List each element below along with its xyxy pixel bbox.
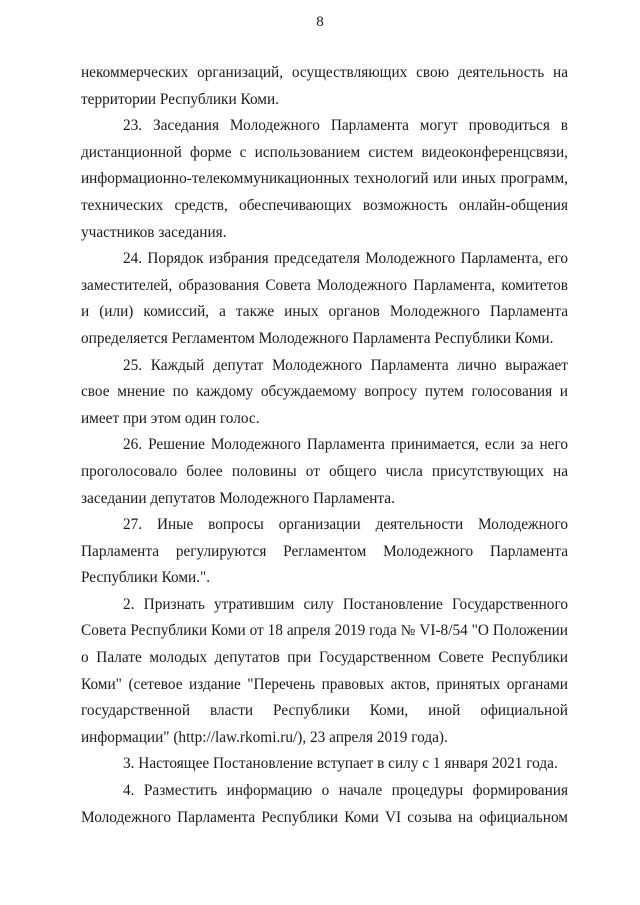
paragraph-26: 26. Решение Молодежного Парламента принимается, если за него проголосовало более половины от общего числа присутствующих на заседании депутатов Молодежного Парламента.: [81, 436, 568, 507]
paragraph-27: 27. Иные вопросы организации деятельности Молодежного Парламента регулируются Регламентом Молодежного Парламента Республики Коми.".: [81, 516, 568, 587]
document-body: [81, 60, 568, 831]
paragraph-4: 4. Разместить информацию о начале процедуры формирования Молодежного Парламента Республики Коми VI созыва на официальном: [81, 782, 568, 826]
paragraph-continuation: некоммерческих организаций, осуществляющих свою деятельность на территории Республики Коми.: [81, 64, 568, 108]
paragraph-25: 25. Каждый депутат Молодежного Парламента лично выражает свое мнение по каждому обсуждаемому вопросу путем голосования и имеет при этом один голос.: [81, 356, 568, 427]
paragraph-23: 23. Заседания Молодежного Парламента могут проводиться в дистанционной форме с использованием систем видеоконференцсвязи, информационно-телекоммуникационных технологий или иных программ, технических средств, обеспечивающих возможность онлайн-общения участников заседания.: [81, 117, 568, 241]
paragraph-24: 24. Порядок избрания председателя Молодежного Парламента, его заместителей, образования Совета Молодежного Парламента, комитетов и (или) комиссий, а также иных органов Молодежного Парламента определяется Регламентом Молодежного Парламента Республики Коми.: [81, 250, 568, 347]
paragraph-2: 2. Признать утратившим силу Постановление Государственного Совета Республики Коми от 18 апреля 2019 года № VI-8/54 "О Положении о Палате молодых депутатов при Государственном Совете Республики Коми" (сетевое издание "Перечень правовых актов, принятых органами государственной власти Республики Коми, иной официальной информации" (http://law.rkomi.ru/), 23 апреля 2019 года).: [81, 595, 568, 746]
page-number: 8: [316, 14, 324, 30]
paragraph-3: 3. Настоящее Постановление вступает в силу с 1 января 2021 года.: [123, 755, 558, 773]
